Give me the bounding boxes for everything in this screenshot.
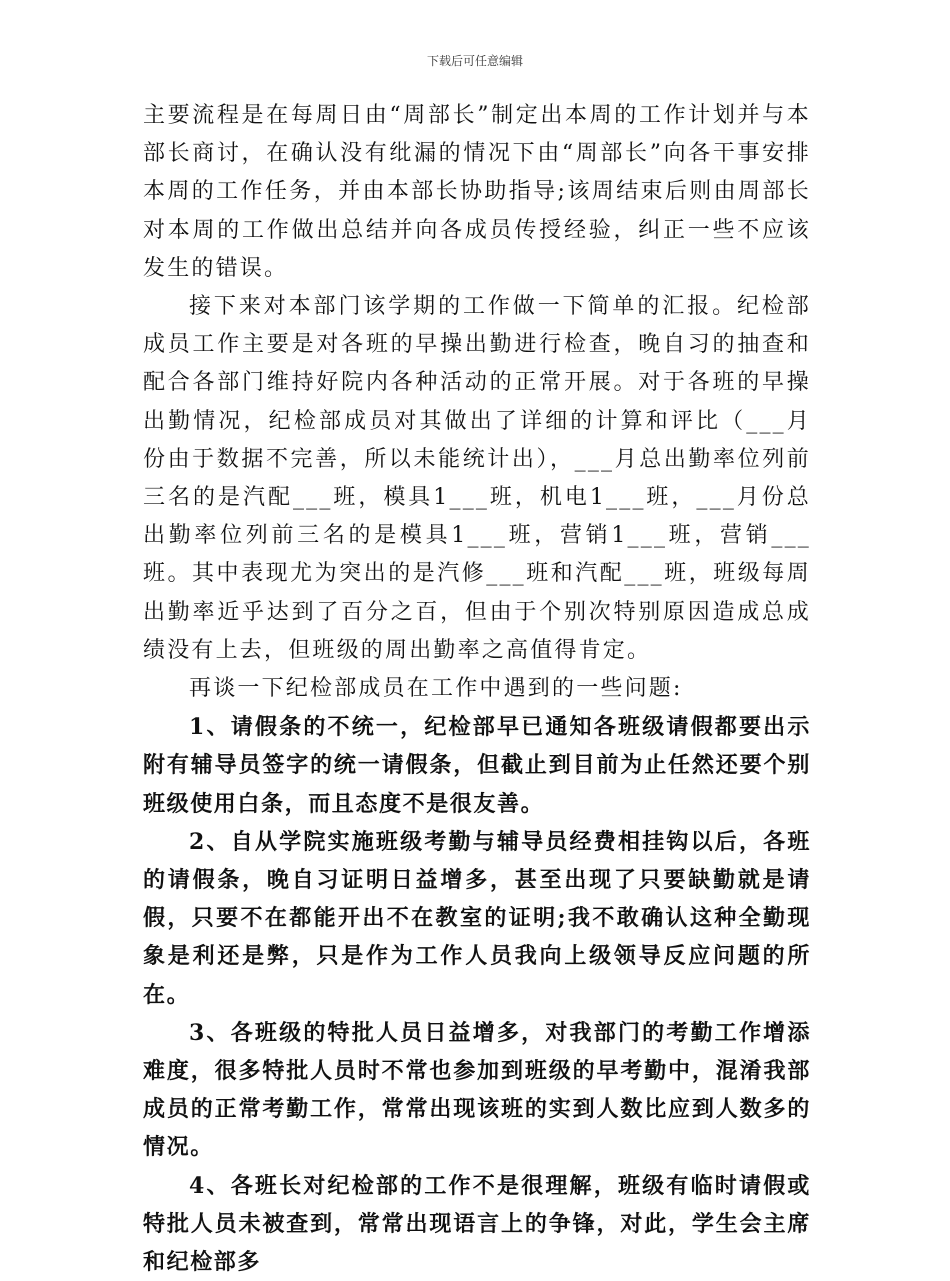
paragraph-problems-intro: 再谈一下纪检部成员在工作中遇到的一些问题: <box>189 676 683 702</box>
paragraph-problem-3: 3、各班级的特批人员日益增多，对我部门的考勤工作增添难度，很多特批人员时不常也参加到班级的早考勤中，混淆我部成员的正常考勤工作，常常出现该班的实到人数比应到人数多的情况。 <box>143 1019 811 1161</box>
document-body <box>143 97 811 1281</box>
paragraph-problem-4: 4、各班长对纪检部的工作不是很理解，班级有临时请假或特批人员未被查到，常常出现语言上的争锋，对此，学生会主席和纪检部多 <box>143 1172 811 1276</box>
paragraph-problem-1: 1、请假条的不统一，纪检部早已通知各班级请假都要出示附有辅导员签字的统一请假条，但截止到目前为止任然还要个别班级使用白条，而且态度不是很友善。 <box>143 714 811 817</box>
paragraph-work-report: 接下来对本部门该学期的工作做一下简单的汇报。纪检部成员工作主要是对各班的早操出勤进行检查，晚自习的抽查和配合各部门维持好院内各种活动的正常开展。对于各班的早操出勤情况，纪检部成员对其做出了详细的计算和评比（___月份由于数据不完善，所以未能统计出），___月总出勤率位列前三名的是汽配___班，模具1___班，机电1___班，___月份总出勤率位列前三名的是模具1___班，营销1___班，营销___班。其中表现尤为突出的是汽修___班和汽配___班，班级每周出勤率近乎达到了百分之百，但由于个别次特别原因造成总成绩没有上去，但班级的周出勤率之高值得肯定。 <box>143 294 811 663</box>
page-header: 下载后可任意编辑 <box>426 54 523 68</box>
paragraph-workflow: 主要流程是在每周日由“周部长”制定出本周的工作计划并与本部长商讨，在确认没有纰漏的情况下由“周部长”向各干事安排本周的工作任务，并由本部长协助指导;该周结束后则由周部长对本周的工作做出总结并向各成员传授经验，纠正一些不应该发生的错误。 <box>143 103 811 281</box>
paragraph-problem-2: 2、自从学院实施班级考勤与辅导员经费相挂钩以后，各班的请假条，晚自习证明日益增多，甚至出现了只要缺勤就是请假，只要不在都能开出不在教室的证明;我不敢确认这种全勤现象是利还是弊，只是作为工作人员我向上级领导反应问题的所在。 <box>143 828 811 1008</box>
